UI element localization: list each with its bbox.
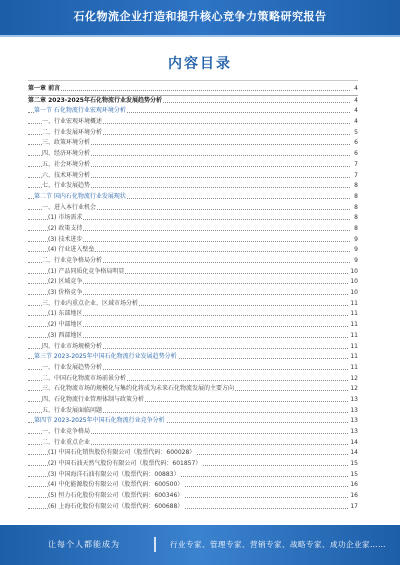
toc-entry-text: (6) 上海石化股份有限公司（股票代码：600688） — [48, 502, 184, 513]
header-banner — [0, 0, 400, 35]
footer-banner — [0, 525, 400, 565]
toc-entry[interactable] — [28, 331, 358, 342]
toc-entry[interactable] — [28, 491, 358, 502]
toc-page-number: 15 — [349, 459, 358, 470]
toc-entry-text: 一、进入本行业机会 — [42, 203, 97, 214]
toc-page-number: 8 — [353, 213, 358, 224]
toc-page-number: 10 — [349, 267, 358, 278]
toc-entry[interactable] — [28, 448, 358, 459]
toc-page-number: 6 — [353, 138, 358, 149]
toc-entry-text: (1) 产品同质化竞争格局明显 — [48, 267, 125, 278]
toc-page-number: 13 — [349, 406, 358, 417]
toc-entry[interactable] — [28, 192, 358, 203]
toc-leader-dots — [28, 90, 350, 91]
toc-entry[interactable] — [28, 416, 358, 427]
toc-entry[interactable] — [28, 288, 358, 299]
toc-entry-text: (3) 价格竞争 — [48, 288, 83, 299]
toc-entry-text: 六、技术环境分析 — [42, 171, 91, 182]
toc-entry-text: 第四节 2023-2025年中国石化物流行业竞争分析 — [34, 416, 166, 427]
toc-entry-text: 四、行业市场规模分析 — [42, 342, 103, 353]
toc-page-number: 7 — [353, 160, 358, 171]
toc-entry[interactable] — [28, 224, 358, 235]
toc-entry-text: 三、石化物流市场的规模化与集约化将成为未来石化物流发展的主要方向 — [42, 384, 235, 395]
toc-entry-text: (3) 西部地区 — [48, 331, 83, 342]
toc-entry[interactable] — [28, 203, 358, 214]
toc-entry-text: 五、社会环境分析 — [42, 160, 91, 171]
toc-entry-text: (2) 中国石油天然气股份有限公司（股票代码：601857） — [48, 459, 202, 470]
toc-entry-text: (5) 恒力石化股份有限公司（股票代码：600346） — [48, 491, 184, 502]
toc-entry[interactable] — [28, 480, 358, 491]
toc-entry[interactable] — [28, 213, 358, 224]
toc-entry[interactable] — [28, 267, 358, 278]
report-title: 石化物流企业打造和提升核心竞争力策略研究报告 — [73, 10, 327, 23]
toc-entry-text: (2) 政策支持 — [48, 224, 83, 235]
toc-page-number: 8 — [353, 192, 358, 203]
toc-entry-text: 四、石化物流行业管理体制与政策分析 — [42, 395, 145, 406]
toc-page-number: 14 — [349, 448, 358, 459]
toc-entry-text: (2) 中部地区 — [48, 320, 83, 331]
toc-entry-text: 二、行业发展环境分析 — [42, 128, 103, 139]
toc-entry[interactable] — [28, 84, 358, 96]
toc-entry[interactable] — [28, 256, 358, 267]
toc-page-number: 10 — [349, 288, 358, 299]
toc-entry[interactable] — [28, 235, 358, 246]
toc-page-number: 11 — [349, 299, 358, 310]
toc-entry[interactable] — [28, 406, 358, 417]
toc-entry-text: (4) 行业进入壁垒 — [48, 245, 95, 256]
toc-page-number: 17 — [349, 502, 358, 513]
toc-page-number: 12 — [349, 384, 358, 395]
toc-entry-text: 一、行业竞争格局 — [42, 427, 91, 438]
toc-page-number: 11 — [349, 342, 358, 353]
toc-entry-text: 二、行业重点企业 — [42, 438, 91, 449]
toc-entry[interactable] — [28, 149, 358, 160]
toc-entry-text: (3) 技术进步 — [48, 235, 83, 246]
toc-entry-text: (4) 中化能源股份有限公司（股票代码：600500） — [48, 480, 184, 491]
toc-entry[interactable] — [28, 342, 358, 353]
toc-page-number: 4 — [353, 117, 358, 128]
toc-entry[interactable] — [28, 181, 358, 192]
toc-entry-text: 第一节 石化物流行业宏观环境分析 — [34, 106, 127, 117]
toc-entry[interactable] — [28, 128, 358, 139]
toc-page-number: 8 — [353, 181, 358, 192]
toc-entry-text: (2) 区域竞争 — [48, 277, 83, 288]
toc-entry[interactable] — [28, 427, 358, 438]
toc-page-number: 11 — [349, 320, 358, 331]
toc-entry-text: 第二节 国内石化物流行业发展现状 — [34, 192, 127, 203]
toc-entry-text: (1) 东部地区 — [48, 309, 83, 320]
toc-entry-text: 四、经济环境分析 — [42, 149, 91, 160]
toc-entry[interactable] — [28, 502, 358, 513]
toc-entry-text: 第一章 前言 — [28, 84, 61, 95]
toc-page-number: 9 — [353, 235, 358, 246]
toc-entry[interactable] — [28, 438, 358, 449]
toc-page-number: 16 — [349, 491, 358, 502]
toc-page-number: 15 — [349, 470, 358, 481]
toc-page-number: 10 — [349, 277, 358, 288]
footer-slogan: 让每个人都能成为 — [48, 540, 120, 549]
toc-page-number: 5 — [353, 128, 358, 139]
toc-entry[interactable] — [28, 96, 358, 107]
toc-entry[interactable] — [28, 320, 358, 331]
toc-entry[interactable] — [28, 374, 358, 385]
toc-page-number: 7 — [353, 171, 358, 182]
toc-page-number: 11 — [349, 352, 358, 363]
toc-entry[interactable] — [28, 160, 358, 171]
toc-page-number: 4 — [353, 106, 358, 117]
toc-entry-text: 一、行业宏观环境概述 — [42, 117, 103, 128]
toc-entry[interactable] — [28, 277, 358, 288]
toc-entry[interactable] — [28, 309, 358, 320]
toc-entry[interactable] — [28, 299, 358, 310]
toc-page-number: 8 — [353, 203, 358, 214]
toc-entry-text: 三、政策环境分析 — [42, 138, 91, 149]
toc-page-number: 4 — [353, 96, 358, 107]
footer-divider — [154, 537, 156, 552]
toc-entry-text: (3) 中国海洋石油有限公司（股票代码：00883） — [48, 470, 181, 481]
toc-entry[interactable] — [28, 117, 358, 128]
toc-entry-text: 三、行业内重点企业、区域市场分析 — [42, 299, 139, 310]
toc-entry-text: 一、行业发展趋势分析 — [42, 363, 103, 374]
toc-entry[interactable] — [28, 352, 358, 363]
toc-page-number: 11 — [349, 331, 358, 342]
toc-entry[interactable] — [28, 363, 358, 374]
toc-entry[interactable] — [28, 470, 358, 481]
toc-entry[interactable] — [28, 395, 358, 406]
toc-page-number: 9 — [353, 245, 358, 256]
toc-page-number: 6 — [353, 149, 358, 160]
toc-entry-text: 第二章 2023-2025年石化物流行业发展趋势分析 — [28, 96, 163, 107]
toc-entry[interactable] — [28, 138, 358, 149]
toc-page-number: 8 — [353, 224, 358, 235]
toc-entry[interactable] — [28, 171, 358, 182]
toc-entry-text: (1) 中国石化销售股份有限公司（股票代码：600028） — [48, 448, 196, 459]
toc-entry[interactable] — [28, 106, 358, 117]
toc-page-number: 13 — [349, 395, 358, 406]
toc-entry-text: (1) 市场需求 — [48, 213, 83, 224]
toc-page-number: 13 — [349, 416, 358, 427]
table-of-contents — [28, 84, 358, 513]
toc-page-number: 12 — [349, 374, 358, 385]
toc-page-number: 9 — [353, 256, 358, 267]
toc-entry-text: 第三节 2023-2025年中国石化物流行业发展趋势分析 — [34, 352, 178, 363]
toc-entry-text: 二、行业竞争格局分析 — [42, 256, 103, 267]
toc-entry-text: 五、行业发展面临问题 — [42, 406, 103, 417]
footer-tagline: 行业专家、管理专家、营销专家、战略专家、成功企业家…… — [170, 540, 386, 549]
header-divider — [0, 35, 400, 37]
toc-entry-text: 二、中国石化物流市场前景分析 — [42, 374, 127, 385]
toc-page-number: 11 — [349, 363, 358, 374]
toc-page-number: 16 — [349, 480, 358, 491]
toc-heading-rule — [28, 80, 358, 81]
toc-page-number: 13 — [349, 427, 358, 438]
toc-page-number: 4 — [353, 84, 358, 95]
toc-entry[interactable] — [28, 459, 358, 470]
toc-page-number: 14 — [349, 438, 358, 449]
toc-heading: 内容目录 — [168, 56, 232, 72]
toc-entry[interactable] — [28, 245, 358, 256]
toc-entry-text: 七、行业发展趋势 — [42, 181, 91, 192]
toc-entry[interactable] — [28, 384, 358, 395]
toc-page-number: 11 — [349, 309, 358, 320]
